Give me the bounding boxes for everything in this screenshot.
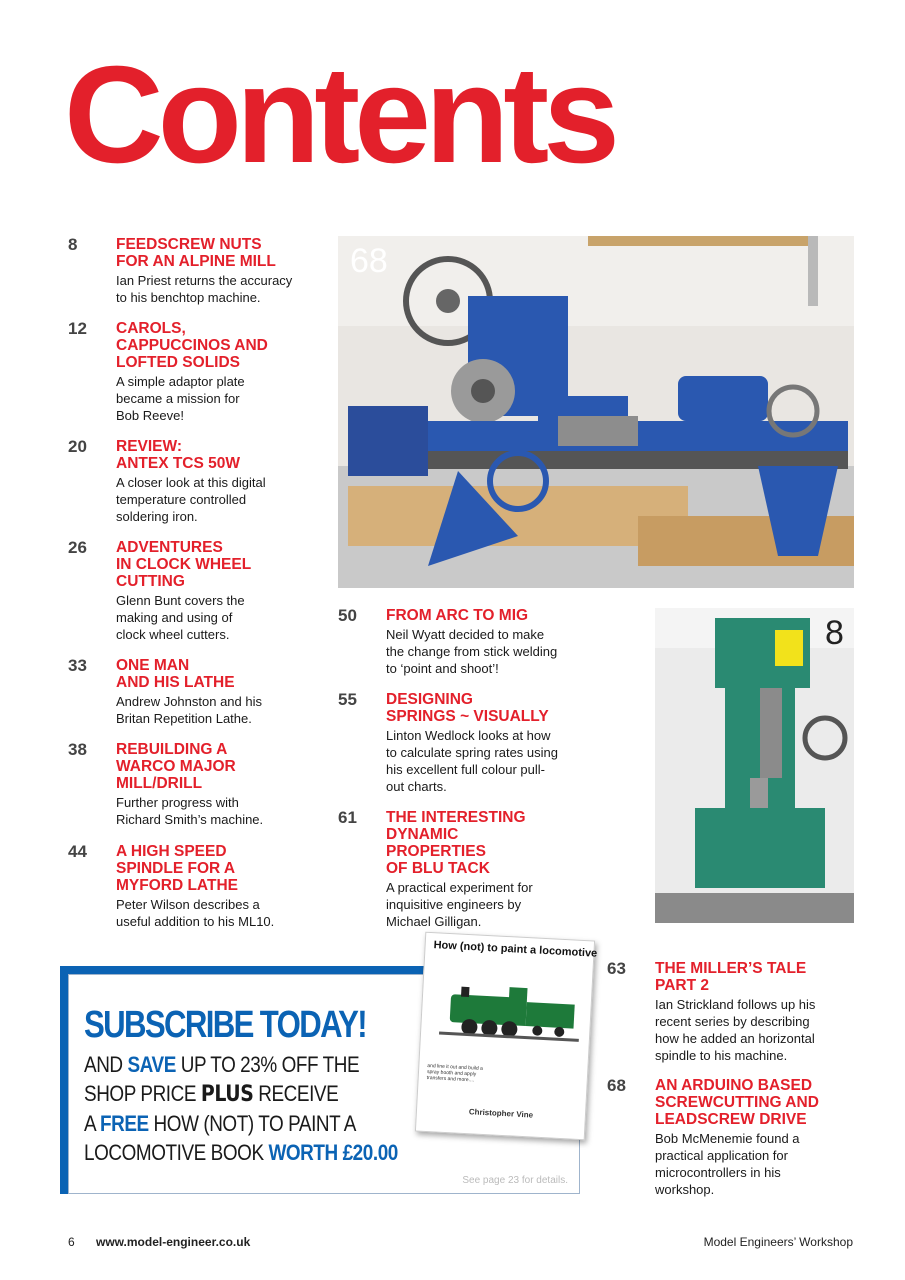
entry-title: ADVENTURES IN CLOCK WHEEL CUTTING: [116, 539, 252, 590]
entry-page-number: 44: [68, 842, 87, 861]
promo-offer-text: AND SAVE UP TO 23% OFF THE SHOP PRICE PLUS RECEIVE A FREE HOW (NOT) TO PAINT A LOCOMOTIVE BOOK WORTH £20.00: [84, 1052, 398, 1165]
lathe-photo-label: 68: [350, 242, 388, 280]
footer-page-number: 6: [68, 1235, 75, 1249]
entry-page-number: 61: [338, 808, 357, 827]
entry-title: THE INTERESTING DYNAMIC PROPERTIES OF BLU TACK: [386, 809, 526, 877]
footer-magazine-name: Model Engineers’ Workshop: [703, 1235, 853, 1249]
entry-title: THE MILLER’S TALE PART 2: [655, 960, 807, 994]
mill-illustration: [655, 608, 854, 923]
mill-photo-label: 8: [825, 614, 844, 652]
entry-page-number: 20: [68, 437, 87, 456]
entry-description: Neil Wyatt decided to make the change from stick welding to ‘point and shoot’!: [386, 627, 558, 676]
entry-description: Ian Strickland follows up his recent series by describing how he added an horizontal spindle to his machine.: [655, 997, 816, 1063]
entry-page-number: 68: [607, 1076, 626, 1095]
entry-page-number: 63: [607, 959, 626, 978]
entry-title: CAROLS, CAPPUCCINOS AND LOFTED SOLIDS: [116, 320, 268, 371]
entry-page-number: 38: [68, 740, 87, 759]
entry-description: A closer look at this digital temperature controlled soldering iron.: [116, 475, 266, 524]
book-title: How (not) to paint a locomotive: [433, 939, 598, 960]
entry-page-number: 50: [338, 606, 357, 625]
entry-title: A HIGH SPEED SPINDLE FOR A MYFORD LATHE: [116, 843, 238, 894]
entry-page-number: 26: [68, 538, 87, 557]
entry-title: AN ARDUINO BASED SCREWCUTTING AND LEADSCREW DRIVE: [655, 1077, 819, 1128]
entry-title: REVIEW: ANTEX TCS 50W: [116, 438, 241, 472]
entry-page-number: 12: [68, 319, 87, 338]
entry-page-number: 33: [68, 656, 87, 675]
book-blurb: and line it out and build a spray booth and apply transfers and more....: [426, 1062, 484, 1084]
footer-website-link[interactable]: www.model-engineer.co.uk: [96, 1235, 251, 1249]
entry-title: REBUILDING A WARCO MAJOR MILL/DRILL: [116, 741, 236, 792]
entry-description: Further progress with Richard Smith’s machine.: [116, 795, 264, 827]
entry-description: Linton Wedlock looks at how to calculate spring rates using his excellent full colour pull- out charts.: [386, 728, 558, 794]
entry-page-number: 55: [338, 690, 357, 709]
entry-title: FEEDSCREW NUTS FOR AN ALPINE MILL: [116, 236, 276, 270]
book-cover: [415, 932, 598, 1141]
entry-title: FROM ARC TO MIG: [386, 607, 529, 624]
lathe-photo: [338, 236, 854, 588]
entry-description: A simple adaptor plate became a mission for Bob Reeve!: [116, 374, 245, 423]
lathe-illustration: [338, 236, 854, 588]
entry-description: Glenn Bunt covers the making and using of clock wheel cutters.: [116, 593, 245, 642]
entry-description: Andrew Johnston and his Britan Repetition Lathe.: [116, 694, 262, 726]
promo-details-note: See page 23 for details.: [462, 1175, 568, 1186]
entry-description: A practical experiment for inquisitive engineers by Michael Gilligan.: [386, 880, 533, 929]
entry-description: Ian Priest returns the accuracy to his benchtop machine.: [116, 273, 293, 305]
book-author: Christopher Vine: [468, 1107, 534, 1120]
mill-photo: [655, 608, 854, 923]
entry-page-number: 8: [68, 235, 78, 254]
entry-title: DESIGNING SPRINGS ~ VISUALLY: [386, 691, 549, 725]
page-title: Contents: [64, 38, 614, 192]
locomotive-icon: [429, 973, 582, 1051]
promo-headline: SUBSCRIBE TODAY!: [84, 1004, 366, 1046]
entry-description: Bob McMenemie found a practical application for microcontrollers in his workshop.: [655, 1131, 800, 1197]
entry-description: Peter Wilson describes a useful addition to his ML10.: [116, 897, 275, 929]
entry-title: ONE MAN AND HIS LATHE: [116, 657, 235, 691]
